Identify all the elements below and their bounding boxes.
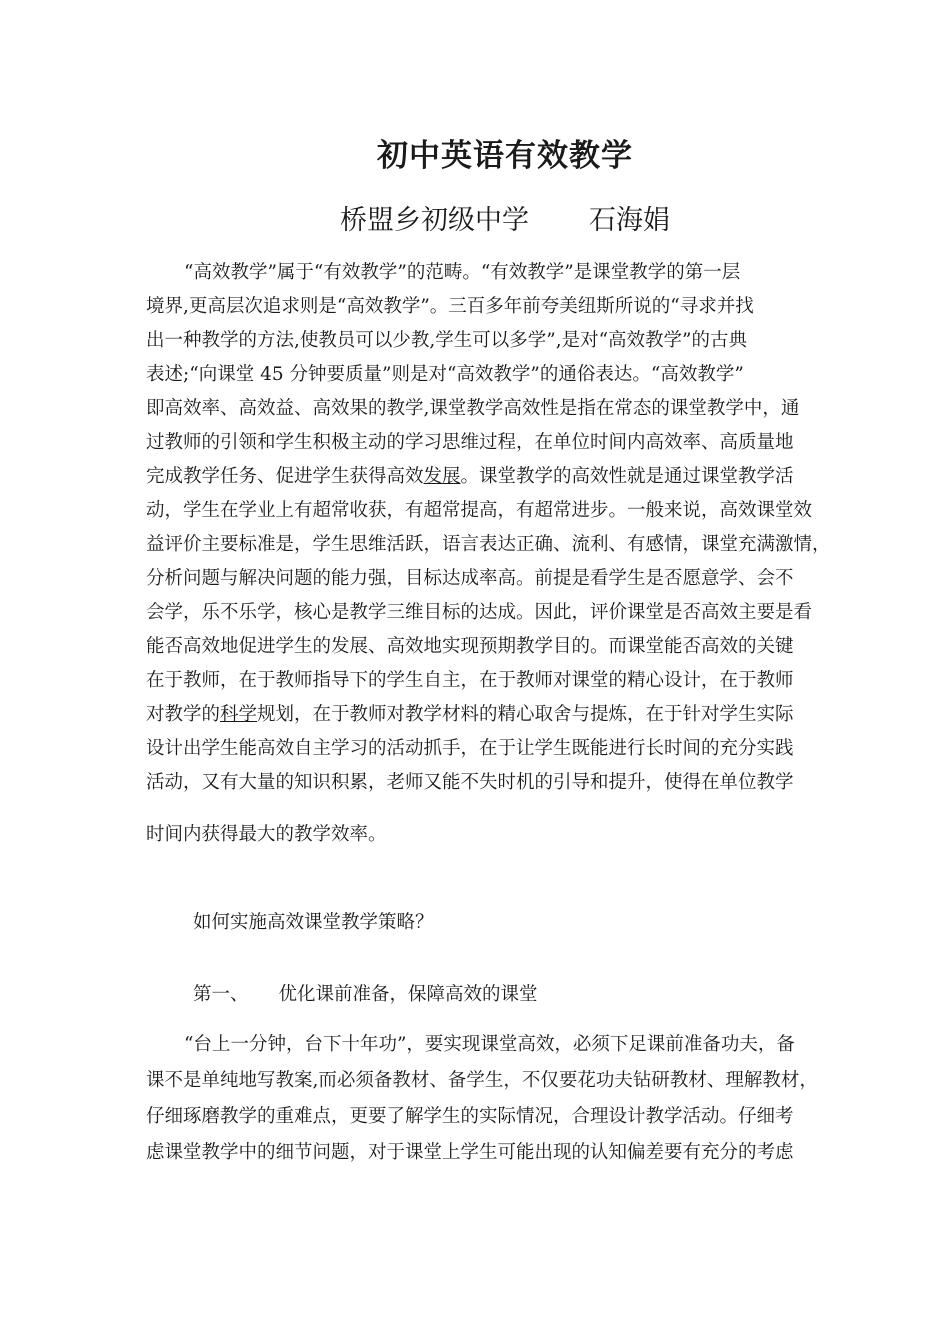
para1-text: 。课堂教学的高效性就是通过课堂教学活 (460, 466, 794, 487)
section-title: 优化课前准备，保障高效的课堂 (278, 984, 538, 1005)
para1-line: 活动，又有大量的知识积累，老师又能不失时机的引导和提升，使得在单位教学 (146, 772, 794, 793)
school-name: 桥盟乡初级中学 (340, 205, 529, 236)
para2-line: 仔细琢磨教学的重难点，更要了解学生的实际情况，合理设计教学活动。仔细考 (146, 1106, 794, 1127)
para1-line: 表述;“向课堂 45 分钟要质量”则是对“高效教学”的通俗表达。“高效教学” (146, 364, 744, 385)
para1-line (146, 462, 794, 488)
para2-line: 课不是单纯地写教案,而必须备教材、备学生，不仅要花功夫钻研教材、理解教材， (146, 1070, 818, 1091)
para1-line: “高效教学”属于“有效教学”的范畴。“有效教学”是课堂教学的第一层 (184, 262, 741, 283)
para1-line: 分析问题与解决问题的能力强，目标达成率高。前提是看学生是否愿意学、会不 (146, 568, 794, 589)
para2-line: “台上一分钟，台下十年功”，要实现课堂高效，必须下足课前准备功夫，备 (184, 1034, 795, 1055)
para1-line: 时间内获得最大的教学效率。 (146, 824, 387, 845)
section-number: 第一、 (193, 984, 249, 1005)
para1-line: 即高效率、高效益、高效果的教学,课堂教学高效性是指在常态的课堂教学中，通 (146, 398, 800, 419)
document-title: 初中英语有效教学 (377, 138, 633, 174)
para1-line: 出一种教学的方法,使教员可以少教,学生可以多学”,是对“高效教学”的古典 (146, 330, 748, 351)
question-heading: 如何实施高效课堂教学策略？ (193, 912, 434, 933)
section-heading (193, 980, 538, 1006)
para2-line: 虑课堂教学中的细节问题，对于课堂上学生可能出现的认知偏差要有充分的考虑 (146, 1142, 794, 1163)
para1-line: 益评价主要标准是，学生思维活跃，语言表达正确、流利、有感情，课堂充满激情， (146, 534, 831, 555)
para1-line: 会学，乐不乐学，核心是教学三维目标的达成。因此，评价课堂是否高效主要是看 (146, 602, 813, 623)
para1-line: 能否高效地促进学生的发展、高效地实现预期教学目的。而课堂能否高效的关键 (146, 636, 794, 657)
para1-line: 境界,更高层次追求则是“高效教学”。三百多年前夸美纽斯所说的“寻求并找 (146, 296, 754, 317)
para1-line: 动，学生在学业上有超常收获，有超常提高，有超常进步。一般来说，高效课堂效 (146, 500, 813, 521)
para1-text: 完成教学任务、促进学生获得高效 (146, 466, 424, 487)
link-development[interactable]: 发展 (423, 466, 461, 487)
para1-line: 过教师的引领和学生积极主动的学习思维过程，在单位时间内高效率、高质量地 (146, 432, 794, 453)
para1-text: 规划，在于教师对教学材料的精心取舍与提炼，在于针对学生实际 (257, 704, 794, 725)
para1-text: 对教学的 (146, 704, 221, 725)
para1-line: 设计出学生能高效自主学习的活动抓手，在于让学生既能进行长时间的充分实践 (146, 738, 794, 759)
byline (140, 198, 870, 237)
para1-line: 在于教师，在于教师指导下的学生自主，在于教师对课堂的精心设计，在于教师 (146, 670, 794, 691)
para1-line (146, 700, 794, 726)
author-name: 石海娟 (589, 205, 670, 236)
link-science[interactable]: 科学 (220, 704, 258, 725)
